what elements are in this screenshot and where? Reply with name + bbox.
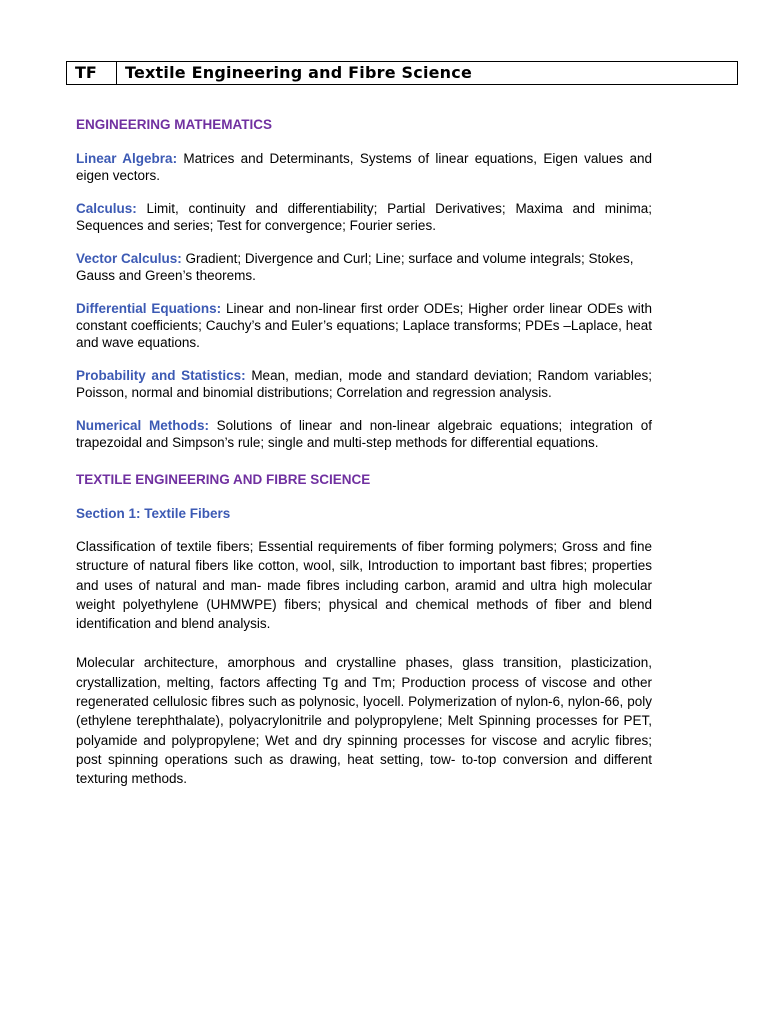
topic-term: Vector Calculus: (76, 251, 182, 266)
section-paragraph: Classification of textile fibers; Essential requirements of fiber forming polymers; Gross and fine structure of natural fibers like cotton, wool, silk, Introduction to important bast fibres; properties and uses of natural and man- made fibres including carbon, aramid and ultra high molecular weight polyethylene (UHMWPE) fibers; physical and chemical methods of fiber and blend identification and blend analysis. (76, 539, 652, 632)
topic-linear-algebra (76, 150, 652, 184)
math-heading: ENGINEERING MATHEMATICS (76, 117, 273, 132)
topic-term: Differential Equations: (76, 301, 222, 316)
topic-calculus (76, 200, 652, 234)
topic-text: Linear and non-linear first order ODEs; Higher order linear ODEs with constant coefficients; Cauchy’s and Euler’s equations; Laplace transforms; PDEs –Laplace, heat and wave equations. (76, 301, 652, 350)
paper-code: TF (67, 62, 117, 84)
section-title: Section 1: Textile Fibers (76, 506, 231, 521)
topic-term: Numerical Methods: (76, 418, 209, 433)
topic-term: Probability and Statistics: (76, 368, 246, 383)
section-paragraph: Molecular architecture, amorphous and crystalline phases, glass transition, plasticization, crystallization, melting, factors affecting Tg and Tm; Production process of viscose and other regenerated cellulosic fibres such as polynosic, lyocell. Polymerization of nylon-6, nylon-66, poly (ethylene terephthalate), polyacrylonitrile and polypropylene; Melt Spinning processes for PET, polyamide and polypropylene; Wet and dry spinning processes for viscose and acrylic fibres; post spinning operations such as drawing, heat setting, tow- to-top conversion and different texturing methods. (76, 655, 652, 787)
topic-probability-statistics (76, 367, 652, 401)
topic-numerical-methods (76, 417, 652, 451)
topic-term: Linear Algebra: (76, 151, 178, 166)
topic-text: Mean, median, mode and standard deviation; Random variables; Poisson, normal and binomial distributions; Correlation and regression analysis. (76, 368, 652, 400)
textile-heading: TEXTILE ENGINEERING AND FIBRE SCIENCE (76, 472, 371, 487)
syllabus-content (76, 116, 652, 789)
topic-vector-calculus (76, 250, 652, 284)
topic-differential-equations (76, 300, 652, 351)
topic-text: Gradient; Divergence and Curl; Line; surface and volume integrals; Stokes, Gauss and Green’s theorems. (76, 251, 634, 283)
topic-text: Limit, continuity and differentiability; Partial Derivatives; Maxima and minima; Sequences and series; Test for convergence; Fourier series. (76, 201, 652, 233)
syllabus-header (66, 61, 738, 85)
topic-text: Matrices and Determinants, Systems of linear equations, Eigen values and eigen vectors. (76, 151, 652, 183)
topic-text: Solutions of linear and non-linear algebraic equations; integration of trapezoidal and Simpson’s rule; single and multi-step methods for differential equations. (76, 418, 652, 450)
topic-term: Calculus: (76, 201, 137, 216)
paper-title: Textile Engineering and Fibre Science (125, 63, 473, 82)
